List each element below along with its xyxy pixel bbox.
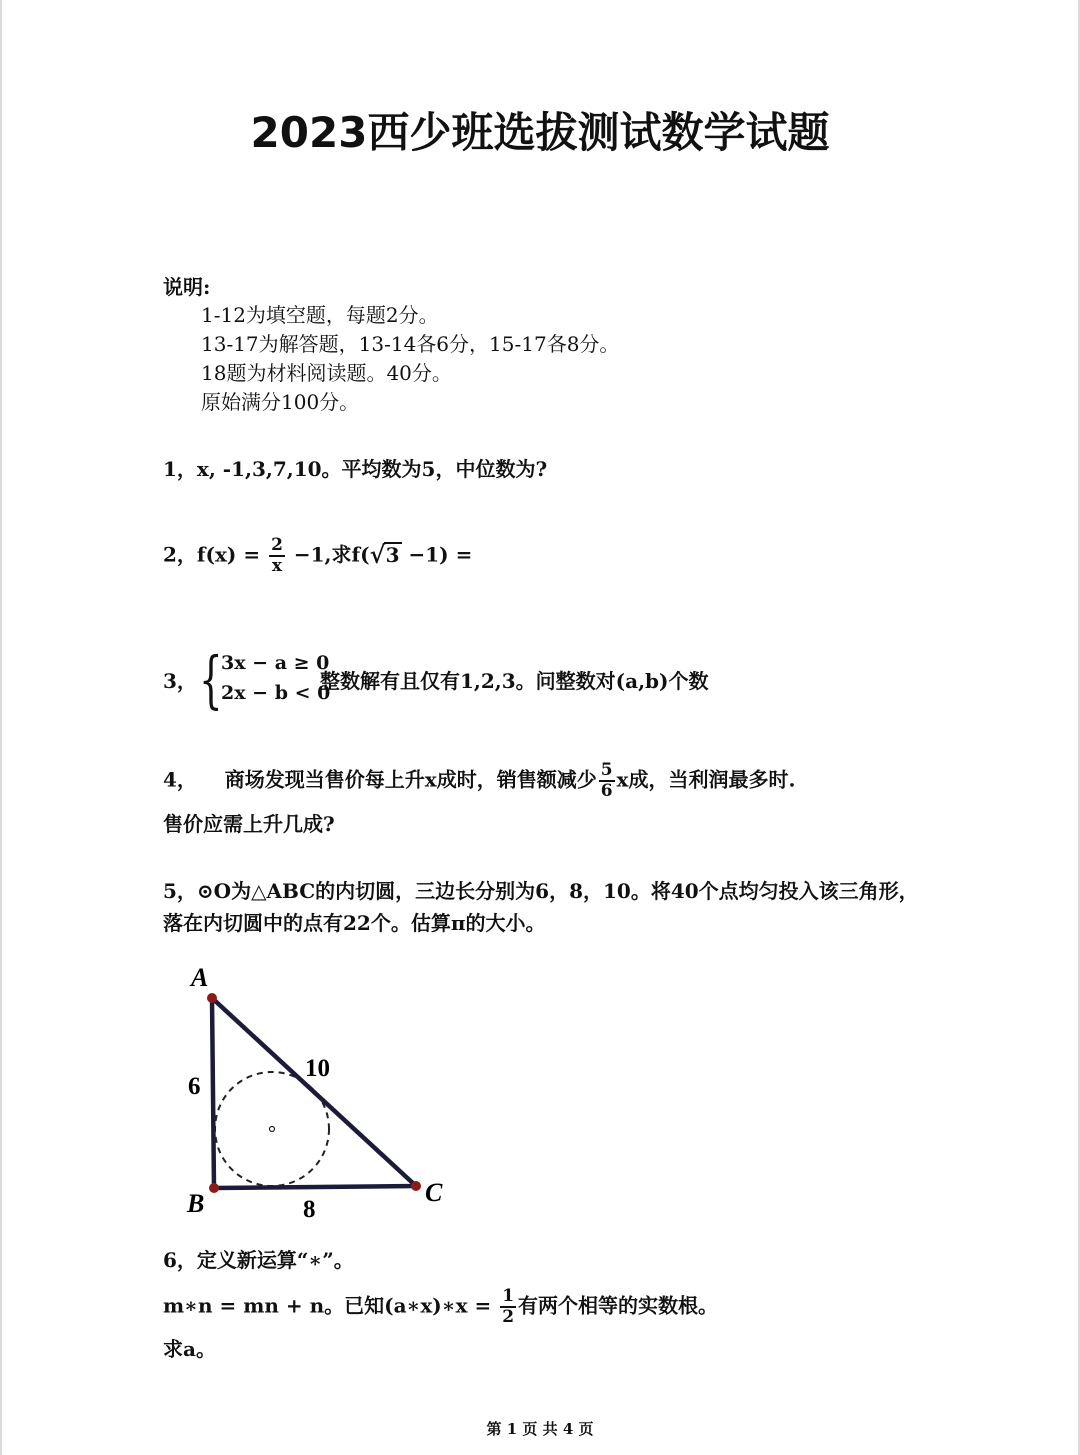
q2-frac-denominator: x xyxy=(271,556,283,576)
vertex-a-point xyxy=(207,993,217,1003)
q2-mid: −1,求f( xyxy=(286,542,370,567)
page-footer: 第 1 页 共 4 页 xyxy=(486,1420,594,1438)
instruction-line-1: 1-12为填空题，每题2分。 xyxy=(201,303,439,327)
q6-frac-denominator: 2 xyxy=(502,1307,515,1327)
instruction-line-2: 13-17为解答题，13-14各6分，15-17各8分。 xyxy=(201,332,620,356)
side-ab-length: 6 xyxy=(188,1073,201,1100)
vertex-c-label: C xyxy=(425,1178,443,1207)
q6-line2-suffix: 有两个相等的实数根。 xyxy=(518,1293,719,1318)
page-edge-left xyxy=(0,0,2,1455)
instruction-line-4: 原始满分100分。 xyxy=(201,390,360,414)
q6-frac-numerator: 1 xyxy=(502,1286,515,1306)
vertex-a-label: A xyxy=(191,963,209,992)
question-4-line-1 xyxy=(163,762,795,800)
q3-inequality-2: 2x − b < 0 xyxy=(221,682,331,704)
vertex-c-point xyxy=(411,1181,421,1191)
question-5-line-2: 落在内切圆中的点有22个。估算π的大小。 xyxy=(163,911,546,935)
q2-radicand: 3 xyxy=(385,542,400,567)
question-5-line-1: 5，⊙O为△ABC的内切圆，三边长分别为6，8，10。将40个点均匀投入该三角形， xyxy=(163,879,919,903)
q4-suffix: x成，当利润最多时. xyxy=(616,767,796,792)
question-2 xyxy=(163,537,472,575)
page-title: 2023西少班选拔测试数学试题 xyxy=(250,108,830,157)
q4-frac-numerator: 5 xyxy=(600,760,613,780)
triangle-incircle-figure xyxy=(170,960,470,1230)
side-bc-length: 8 xyxy=(303,1196,316,1223)
incircle-center xyxy=(270,1127,275,1132)
q2-frac-numerator: 2 xyxy=(271,535,283,555)
question-6-line-3: 求a。 xyxy=(163,1337,216,1361)
question-3-text: 整数解有且仅有1,2,3。问整数对(a,b)个数 xyxy=(320,669,709,693)
side-ac-length: 10 xyxy=(305,1055,330,1082)
instruction-line-3: 18题为材料阅读题。40分。 xyxy=(201,361,452,385)
q2-suffix: −1) = xyxy=(401,542,473,567)
question-4-line-2: 售价应需上升几成? xyxy=(163,812,335,836)
q2-square-root xyxy=(370,541,402,569)
q4-frac-denominator: 6 xyxy=(600,781,613,801)
triangle-abc xyxy=(212,998,416,1188)
vertex-b-point xyxy=(209,1183,219,1193)
question-1: 1，x, -1,3,7,10。平均数为5，中位数为? xyxy=(163,457,548,481)
q4-prefix: 4， 商场发现当售价每上升x成时，销售额减少 xyxy=(163,767,597,792)
instructions-heading: 说明: xyxy=(163,275,211,299)
q4-fraction xyxy=(599,762,615,800)
radical-sign-icon: √ xyxy=(369,539,386,569)
question-6-line-2 xyxy=(163,1288,718,1326)
q2-prefix: 2，f(x) = xyxy=(163,542,268,567)
q3-inequality-1: 3x − a ≥ 0 xyxy=(221,652,330,674)
q6-line2-prefix: m∗n = mn + n。已知(a∗x)∗x = xyxy=(163,1293,499,1318)
question-6-line-1: 6，定义新运算“∗”。 xyxy=(163,1248,354,1272)
q2-fraction xyxy=(269,537,285,575)
vertex-b-label: B xyxy=(187,1189,205,1218)
q6-fraction xyxy=(500,1288,516,1326)
question-3-number: 3， xyxy=(163,669,197,693)
left-brace-icon: { xyxy=(199,643,223,716)
